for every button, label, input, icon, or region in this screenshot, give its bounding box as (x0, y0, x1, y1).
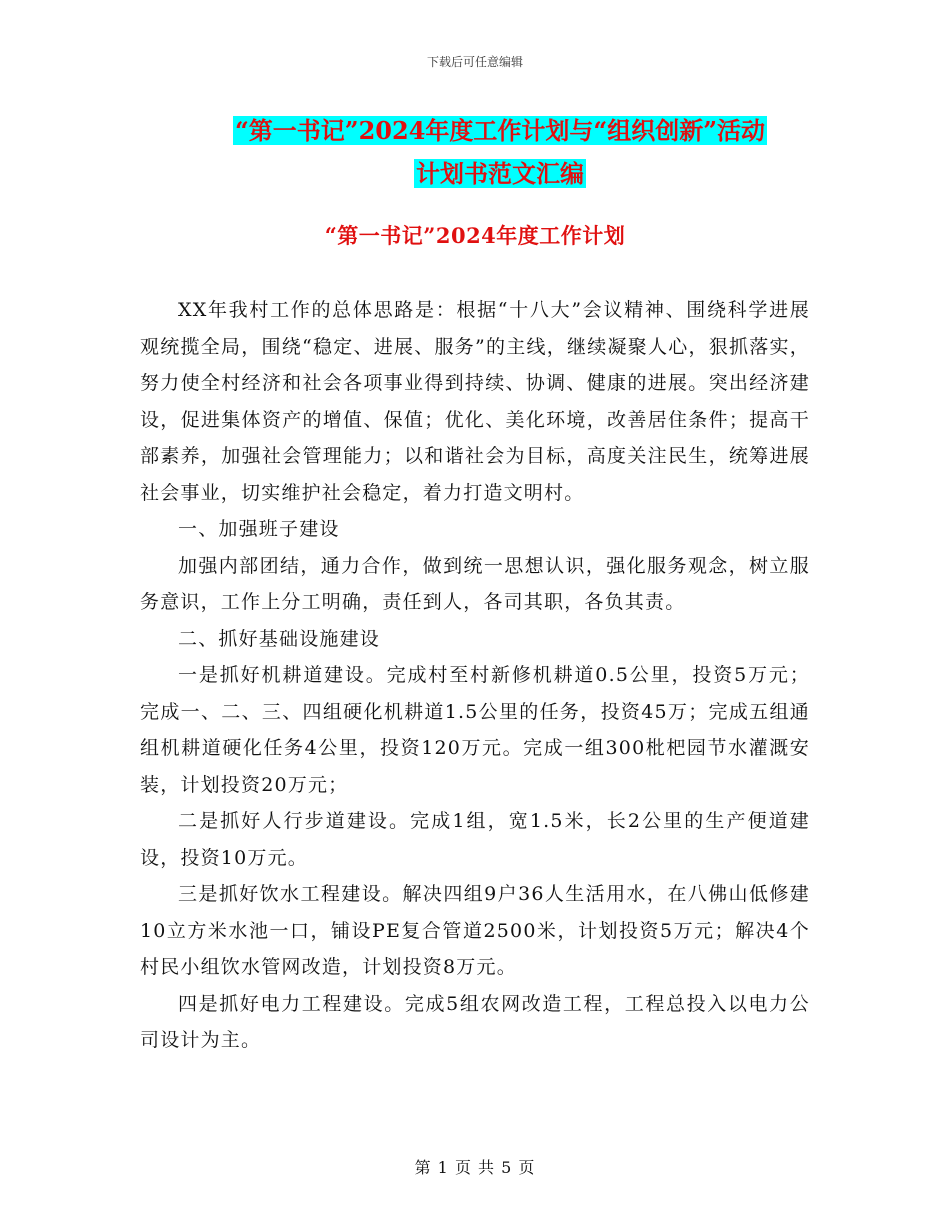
document-title-line-2 (120, 157, 880, 191)
heading-infrastructure: 二、抓好基础设施建设 (178, 627, 381, 650)
section-title: “第一书记”2024年度工作计划 (324, 223, 626, 248)
title-highlight-2: 计划书范文汇编 (416, 159, 584, 188)
document-title-line-1 (120, 114, 880, 148)
paragraph-team-building: 加强内部团结，通力合作，做到统一思想认识，强化服务观念，树立服务意识，工作上分工明确，责任到人，各司其职，各负其责。 (140, 554, 810, 613)
header-note: 下载后可任意编辑 (426, 55, 523, 69)
heading-team-building: 一、加强班子建设 (178, 518, 340, 540)
paragraph-walkways: 二是抓好人行步道建设。完成1组，宽1.5米，长2公里的生产便道建设，投资10万元。 (140, 810, 810, 869)
paragraph-water: 三是抓好饮水工程建设。解决四组9户36人生活用水，在八佛山低修建10立方米水池一口，铺设PE复合管道2500米，计划投资5万元；解决4个村民小组饮水管网改造，计划投资8万元。 (140, 883, 810, 978)
paragraph-intro: XX年我村工作的总体思路是：根据“十八大”会议精神、围绕科学进展观统揽全局，围绕“稳定、进展、服务”的主线，继续凝聚人心，狠抓落实，努力使全村经济和社会各项事业得到持续、协调、健康的进展。突出经济建设，促进集体资产的增值、保值；优化、美化环境，改善居住条件；提高干部素养，加强社会管理能力；以和谐社会为目标，高度关注民生，统筹进展社会事业，切实维护社会稳定，着力打造文明村。 (140, 299, 810, 504)
document-body (140, 292, 810, 1059)
title-highlight-1: “第一书记”2024年度工作计划与“组织创新”活动 (234, 116, 765, 145)
paragraph-power: 四是抓好电力工程建设。完成5组农网改造工程，工程总投入以电力公司设计为主。 (140, 992, 810, 1051)
page-number: 第 1 页 共 5 页 (414, 1158, 536, 1177)
paragraph-roads: 一是抓好机耕道建设。完成村至村新修机耕道0.5公里，投资5万元；完成一、二、三、四组硬化机耕道1.5公里的任务，投资45万；完成五组通组机耕道硬化任务4公里，投资120万元。完成一组300枇杷园节水灌溉安装，计划投资20万元； (140, 664, 810, 796)
